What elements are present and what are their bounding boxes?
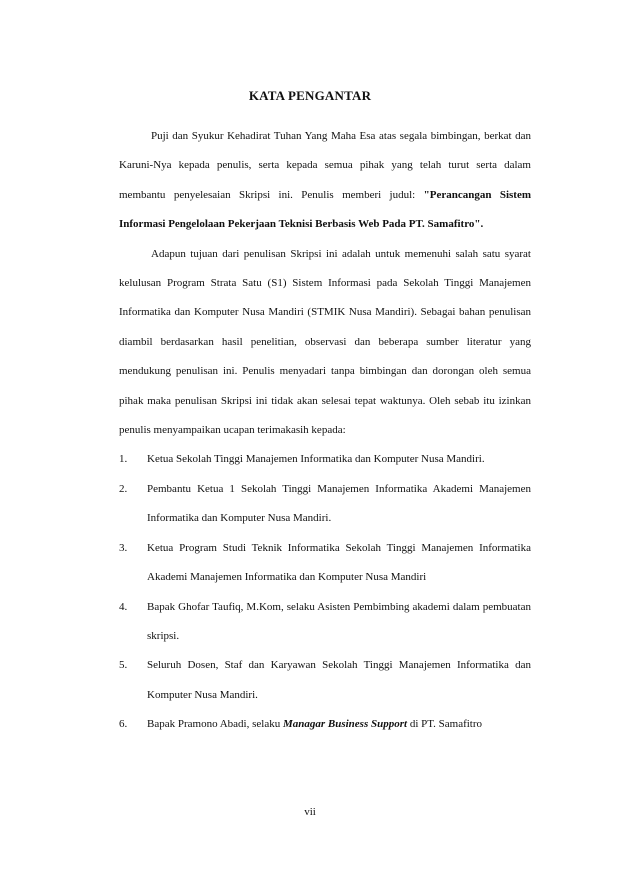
paragraph-intro-text: Puji dan Syukur Kehadirat Tuhan Yang Maha Esa atas segala bimbingan, berkat dan Karuni-Nya kepada penulis, serta kepada semua pihak yang telah turut serta dalam membantu penyelesaian Skripsi ini. Penulis memberi judul: [119,130,531,201]
list-item [119,445,531,474]
thesis-title: "Perancangan Sistem Informasi Pengelolaan Pekerjaan Teknisi Berbasis Web Pada PT. Samafitro". [119,188,531,231]
list-item [119,534,531,593]
list-item-text-tail: di PT. Samafitro [407,718,483,731]
paragraph-intro [119,122,531,240]
list-item-number: 2. [119,482,128,495]
list-item-text: Ketua Sekolah Tinggi Manajemen Informatika dan Komputer Nusa Mandiri. [147,453,485,466]
page-title: KATA PENGANTAR [248,88,372,103]
list-item [119,475,531,534]
list-item-text: Pembantu Ketua 1 Sekolah Tinggi Manajemen Informatika Akademi Manajemen Informatika dan Komputer Nusa Mandiri. [147,482,531,525]
list-item-text: Bapak Pramono Abadi, selaku [147,718,283,731]
list-item-number: 1. [119,453,128,466]
list-item [119,593,531,652]
page-number: vii [304,806,316,818]
list-item-number: 4. [119,600,128,613]
list-item-number: 3. [119,541,128,554]
list-item-text: Seluruh Dosen, Staf dan Karyawan Sekolah Tinggi Manajemen Informatika dan Komputer Nusa Mandiri. [147,659,531,701]
document-body [119,122,531,740]
list-item-text: Ketua Program Studi Teknik Informatika Sekolah Tinggi Manajemen Informatika Akademi Manajemen Informatika dan Komputer Nusa Mandiri [147,541,531,584]
list-item-number: 6. [119,718,128,731]
list-item [119,651,531,710]
list-item-text: Bapak Ghofar Taufiq, M.Kom, selaku Asisten Pembimbing akademi dalam pembuatan skripsi. [147,600,531,642]
list-item-emphasis: Managar Business Support [282,718,408,731]
list-item [119,710,531,739]
list-item-number: 5. [119,659,128,672]
paragraph-purpose: Adapun tujuan dari penulisan Skripsi ini adalah untuk memenuhi salah satu syarat kelulusan Program Strata Satu (S1) Sistem Informasi pada Sekolah Tinggi Manajemen Informatika dan Komputer Nusa Mandiri (STMIK Nusa Mandiri). Sebagai bahan penulisan diambil berdasarkan hasil penelitian, observasi dan beberapa sumber literatur yang mendukung penulisan ini. Penulis menyadari tanpa bimbingan dan dorongan oleh semua pihak maka penulisan Skripsi ini tidak akan selesai tepat waktunya. Oleh sebab itu izinkan penulis menyampaikan ucapan terimakasih kepada: [119,247,531,437]
acknowledgement-list [119,445,531,739]
